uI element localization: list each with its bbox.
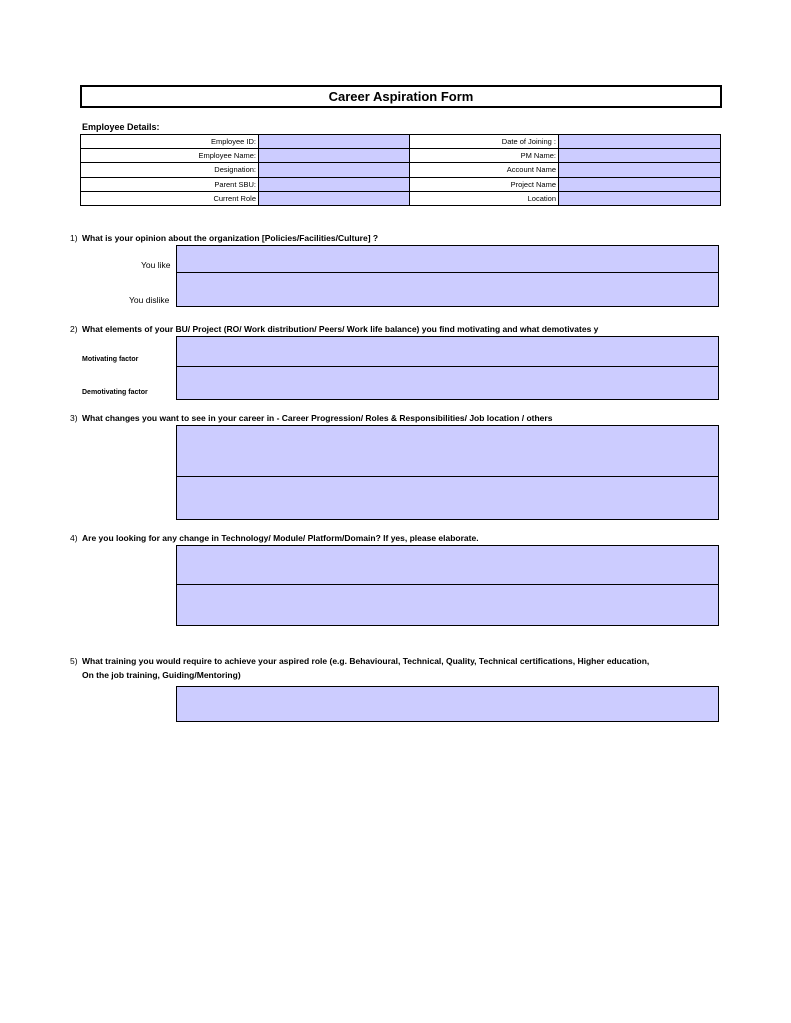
question-5	[70, 656, 785, 680]
question-3	[70, 413, 785, 423]
employee-name-field[interactable]	[259, 149, 410, 163]
career-changes-answer-field-1[interactable]	[176, 425, 719, 477]
parent-sbu-label: Parent SBU:	[81, 177, 259, 191]
pm-name-field[interactable]	[559, 149, 721, 163]
current-role-label: Current Role	[81, 191, 259, 205]
location-field[interactable]	[559, 191, 721, 205]
motivating-factor-answer-field[interactable]	[176, 336, 719, 367]
you-dislike-label: You dislike	[129, 295, 170, 305]
form-title: Career Aspiration Form	[80, 85, 722, 108]
career-changes-answer-field-2[interactable]	[176, 476, 719, 520]
designation-field[interactable]	[259, 163, 410, 177]
you-like-label: You like	[141, 260, 171, 270]
demotivating-factor-answer-field[interactable]	[176, 366, 719, 400]
date-of-joining-field[interactable]	[559, 135, 721, 149]
table-row	[81, 149, 721, 163]
table-row	[81, 163, 721, 177]
training-answer-field[interactable]	[176, 686, 719, 722]
employee-name-label: Employee Name:	[81, 149, 259, 163]
question-number: 2)	[70, 324, 78, 334]
table-row	[81, 191, 721, 205]
parent-sbu-field[interactable]	[259, 177, 410, 191]
question-2	[70, 324, 785, 334]
employee-id-field[interactable]	[259, 135, 410, 149]
motivating-factor-label: Motivating factor	[82, 356, 139, 363]
question-text: What is your opinion about the organization [Policies/Facilities/Culture] ?	[82, 233, 379, 243]
location-label: Location	[410, 191, 559, 205]
pm-name-label: PM Name:	[410, 149, 559, 163]
technology-change-answer-field-2[interactable]	[176, 584, 719, 626]
question-number: 5)	[70, 656, 78, 666]
question-text: What elements of your BU/ Project (RO/ Work distribution/ Peers/ Work life balance) you find motivating and what demotivates y	[82, 324, 599, 334]
you-dislike-answer-field[interactable]	[176, 272, 719, 307]
technology-change-answer-field-1[interactable]	[176, 545, 719, 585]
question-number: 4)	[70, 533, 78, 543]
date-of-joining-label: Date of Joining :	[410, 135, 559, 149]
question-text-continued: On the job training, Guiding/Mentoring)	[82, 670, 241, 680]
question-number: 3)	[70, 413, 78, 423]
question-4	[70, 533, 785, 543]
demotivating-factor-label: Demotivating factor	[82, 389, 148, 396]
you-like-answer-field[interactable]	[176, 245, 719, 273]
question-number: 1)	[70, 233, 78, 243]
account-name-label: Account Name	[410, 163, 559, 177]
table-row	[81, 135, 721, 149]
employee-details-heading: Employee Details:	[82, 122, 160, 132]
question-text: Are you looking for any change in Technology/ Module/ Platform/Domain? If yes, please elaborate.	[82, 533, 479, 543]
designation-label: Designation:	[81, 163, 259, 177]
account-name-field[interactable]	[559, 163, 721, 177]
employee-id-label: Employee ID:	[81, 135, 259, 149]
project-name-label: Project Name	[410, 177, 559, 191]
project-name-field[interactable]	[559, 177, 721, 191]
question-1	[70, 233, 785, 243]
current-role-field[interactable]	[259, 191, 410, 205]
employee-details-table	[80, 134, 721, 206]
table-row	[81, 177, 721, 191]
question-text: What changes you want to see in your career in - Career Progression/ Roles & Responsibilities/ Job location / others	[82, 413, 553, 423]
question-text: What training you would require to achieve your aspired role (e.g. Behavioural, Technical, Quality, Technical certifications, Higher education,	[82, 656, 650, 666]
